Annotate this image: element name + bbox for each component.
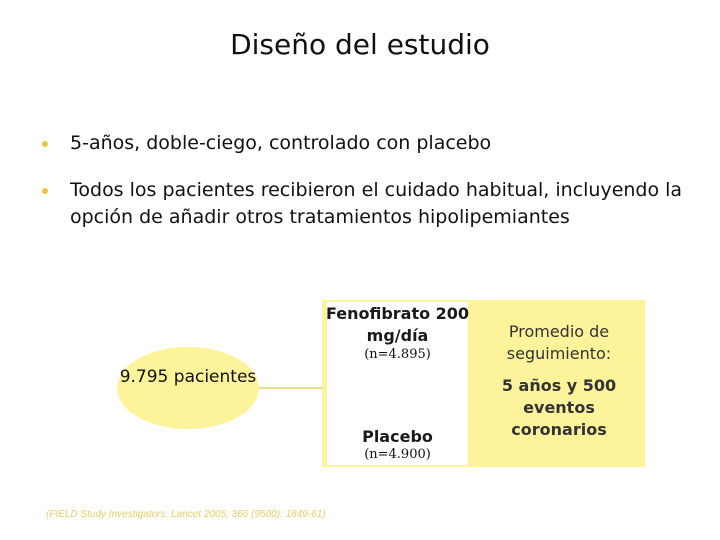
slide-title: Diseño del estudio [230, 28, 490, 61]
patients-circle [117, 347, 259, 429]
followup-value: 5 años y 500 eventos coronarios [501, 376, 617, 439]
bullet-item [42, 130, 692, 157]
arm-placebo-n: (n=4.900) [364, 447, 431, 462]
bullet-text: Todos los pacientes recibieron el cuidado habitual, incluyendo la opción de añadir otros tratamientos hipolipemiantes [70, 179, 683, 228]
arm-fenofibrate-label: Fenofibrato 200 mg/día [325, 304, 470, 345]
bullet-item [42, 177, 692, 231]
patients-label: 9.795 pacientes [119, 367, 257, 387]
connector-line [259, 387, 322, 389]
citation: (FIELD Study Investigators. Lancet 2005; 366 (9500): 1849-61) [46, 509, 326, 520]
bullet-text: 5-años, doble-ciego, controlado con placebo [70, 132, 492, 154]
arm-placebo-label: Placebo [362, 427, 433, 446]
bullet-dot-icon [42, 188, 48, 194]
followup-label: Promedio de seguimiento: [506, 322, 612, 363]
bullet-dot-icon [42, 141, 48, 147]
arm-fenofibrate-n: (n=4.895) [364, 347, 431, 362]
